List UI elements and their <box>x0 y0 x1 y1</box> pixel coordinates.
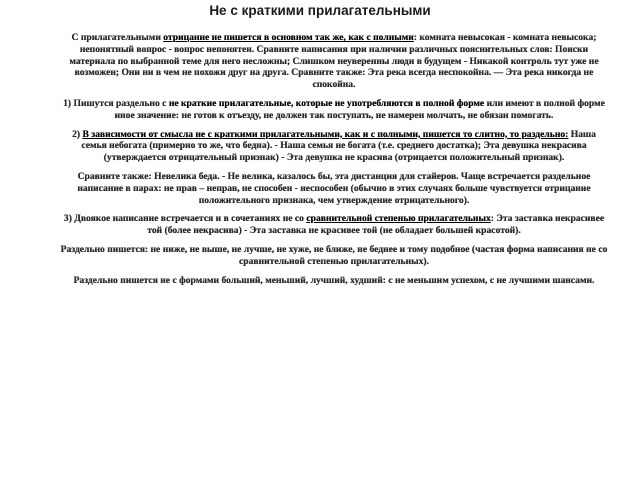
rule-highlight: отрицание не пишется в основном так же, как с полными <box>163 32 414 43</box>
paragraph-text: : комната невысокая - комната невысока; непонятный вопрос - вопрос непонятен. Сравните написания при наличии различных пояснительных слов: Поиски материала по выбранной теме для него несложны; Слишком неуверенны люди в будущем - Никакой контроль тут уже не возможен; Они ни в чем не похожи друг на друга. Сравните также: Эта река всегда неспокойна. — Эта река никогда не спокойна. <box>69 32 599 91</box>
paragraph-lead: 2) <box>72 128 83 140</box>
paragraph-lead: С прилагательными <box>71 32 164 43</box>
paragraph-text: или имеют в полной форме иное значение: не готов к отъезду, не должен так поступать, не намерен молчать, не обязан помогать. <box>114 97 605 121</box>
rule-highlight: сравнительной степенью прилагательных <box>306 213 491 225</box>
paragraph-rule-2 <box>60 129 608 164</box>
paragraph-text: Раздельно пишется: не ниже, не выше, не лучше, не хуже, не ближе, не беднее и тому подобное (частая форма написания не со сравнительной степенью прилагательных). <box>60 243 608 267</box>
paragraph-text: Раздельно пишется не с формами больший, меньший, лучший, худший: с не меньшим успехом, с не лучшими шансами. <box>73 274 595 286</box>
paragraph-intro <box>60 32 608 91</box>
page-title: Не с краткими прилагательными <box>209 3 431 18</box>
paragraph-separate-2 <box>60 275 608 287</box>
rule-highlight: В зависимости от смысла не с краткими прилагательными, как и с полными, пишется то слитно, то раздельно: <box>82 128 569 140</box>
paragraph-compare <box>60 171 608 206</box>
paragraph-text: Наша семья небогата (примерно то же, что бедна). - Наша семья не богата (т.е. среднего достатка); Эта девушка некрасива (утверждается отрицательный признак) - Эта девушка не красива (отрицается положительный признак). <box>81 128 596 164</box>
paragraph-lead: 3) Двоякое написание встречается и в сочетаниях не со <box>63 213 307 225</box>
paragraph-text: : Эта заставка некрасивее той (более некрасива) - Эта заставка не красивее той (не обладает большей красотой). <box>147 213 605 237</box>
paragraph-text: Сравните также: Невелика беда. - Не велика, казалось бы, эта дистанция для стайеров. Чаще встречается раздельное написание в парах: не прав – неправ, не способен - неспособен (обычно в этих случаях больше чувствуется отрицание положительного признака, чем утверждение отрицательного). <box>77 170 591 206</box>
paragraph-rule-1 <box>60 98 608 122</box>
paragraph-separate-1 <box>60 244 608 268</box>
rule-highlight: не краткие прилагательные, которые не употребляются в полной форме <box>168 97 485 109</box>
document-body <box>60 32 608 288</box>
paragraph-lead: 1) Пишутся раздельно с <box>63 97 169 109</box>
paragraph-rule-3 <box>60 213 608 237</box>
